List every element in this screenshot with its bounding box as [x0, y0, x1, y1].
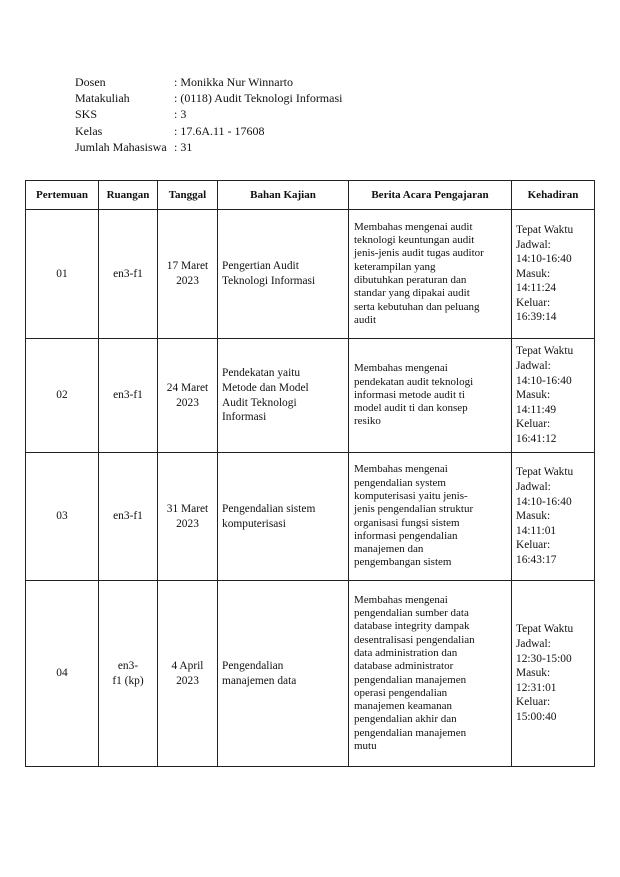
attendance-table: [25, 180, 595, 767]
cell-berita-acara: [349, 210, 512, 339]
cell-kehadiran: [512, 210, 595, 339]
cell-tanggal: [158, 581, 218, 767]
berita-text: Membahas mengenai pengendalian system komputerisasi yaitu jenis- jenis pengendalian struktur organisasi fungsi sistem informasi pengendalian manajemen dan pengembangan sistem: [354, 463, 474, 569]
header-ruangan: Ruangan: [99, 181, 158, 210]
pertemuan-text: 02: [56, 389, 68, 402]
cell-tanggal: [158, 339, 218, 453]
course-info: [75, 74, 342, 155]
cell-pertemuan: [26, 339, 99, 453]
cell-berita-acara: [349, 339, 512, 453]
cell-bahan-kajian: [218, 210, 349, 339]
info-label: Matakuliah: [75, 91, 130, 106]
bahan-text: Pengendalian sistem komputerisasi: [222, 502, 316, 530]
ruangan-text: en3-f1: [113, 389, 143, 402]
info-row-matakuliah: [75, 90, 342, 106]
cell-ruangan: [99, 210, 158, 339]
bahan-text: Pengertian Audit Teknologi Informasi: [222, 260, 316, 287]
tanggal-text: 17 Maret 2023: [166, 260, 209, 287]
table-row: [26, 581, 595, 767]
table-row: [26, 453, 595, 581]
table-header-row: [26, 181, 595, 210]
cell-bahan-kajian: [218, 453, 349, 581]
cell-bahan-kajian: [218, 581, 349, 767]
info-value: : Monikka Nur Winnarto: [174, 75, 293, 89]
info-label: Jumlah Mahasiswa: [75, 139, 167, 154]
pertemuan-text: 04: [56, 667, 68, 680]
kehadiran-text: Tepat Waktu Jadwal: 12:30-15:00 Masuk: 12:31:01 Keluar: 15:00:40: [516, 623, 574, 723]
tanggal-text: 24 Maret 2023: [166, 381, 209, 409]
header-kehadiran: Kehadiran: [512, 181, 595, 210]
info-value: : (0118) Audit Teknologi Informasi: [174, 91, 343, 106]
tanggal-text: 4 April 2023: [171, 659, 204, 687]
kehadiran-text: Tepat Waktu Jadwal: 14:10-16:40 Masuk: 14:11:24 Keluar: 16:39:14: [516, 223, 574, 324]
table-row: [26, 210, 595, 339]
ruangan-text: en3-f1: [113, 510, 143, 523]
header-tanggal: Tanggal: [158, 181, 218, 210]
tanggal-text: 31 Maret 2023: [166, 502, 209, 530]
info-row-dosen: [75, 74, 342, 90]
cell-pertemuan: [26, 210, 99, 339]
info-row-sks: [75, 106, 342, 122]
info-label: Dosen: [75, 75, 106, 89]
cell-kehadiran: [512, 339, 595, 453]
info-value: : 17.6A.11 - 17608: [174, 123, 265, 138]
cell-ruangan: [99, 581, 158, 767]
cell-berita-acara: [349, 581, 512, 767]
ruangan-text: en3-f1: [113, 267, 143, 280]
cell-pertemuan: [26, 453, 99, 581]
header-bahan-kajian: Bahan Kajian: [218, 181, 349, 210]
info-row-jumlah-mahasiswa: [75, 139, 342, 155]
kehadiran-text: Tepat Waktu Jadwal: 14:10-16:40 Masuk: 14:11:01 Keluar: 16:43:17: [516, 466, 574, 566]
bahan-text: Pendekatan yaitu Metode dan Model Audit Teknologi Informasi: [222, 367, 309, 424]
cell-ruangan: [99, 453, 158, 581]
kehadiran-text: Tepat Waktu Jadwal: 14:10-16:40 Masuk: 14:11:49 Keluar: 16:41:12: [516, 345, 574, 445]
cell-berita-acara: [349, 453, 512, 581]
pertemuan-text: 01: [56, 267, 68, 280]
info-row-kelas: [75, 123, 342, 139]
header-berita-acara: Berita Acara Pengajaran: [349, 181, 512, 210]
pertemuan-text: 03: [56, 510, 68, 523]
berita-text: Membahas mengenai pendekatan audit teknologi informasi metode audit ti model audit ti dan konsep resiko: [354, 362, 474, 428]
cell-ruangan: [99, 339, 158, 453]
info-label: SKS: [75, 107, 98, 122]
ruangan-text: en3- f1 (kp): [112, 659, 144, 687]
info-value: : 31: [174, 139, 193, 154]
info-label: Kelas: [75, 123, 103, 138]
bahan-text: Pengendalian manajemen data: [222, 659, 297, 687]
header-pertemuan: Pertemuan: [26, 181, 99, 210]
info-value: : 3: [174, 107, 187, 122]
cell-kehadiran: [512, 453, 595, 581]
cell-kehadiran: [512, 581, 595, 767]
berita-text: Membahas mengenai pengendalian sumber data database integrity dampak desentralisasi pengendalian data administration dan database administrator pengendalian manajemen operasi pengendalian manajemen keamanan pengendalian akhir dan pengendalian manajemen mutu: [354, 593, 475, 752]
cell-bahan-kajian: [218, 339, 349, 453]
cell-tanggal: [158, 210, 218, 339]
cell-tanggal: [158, 453, 218, 581]
berita-text: Membahas mengenai audit teknologi keuntungan audit jenis-jenis audit tugas auditor keterampilan yang dibutuhkan peraturan dan standar yang dipakai audit serta kebutuhan dan peluang audit: [354, 220, 484, 326]
cell-pertemuan: [26, 581, 99, 767]
table-row: [26, 339, 595, 453]
